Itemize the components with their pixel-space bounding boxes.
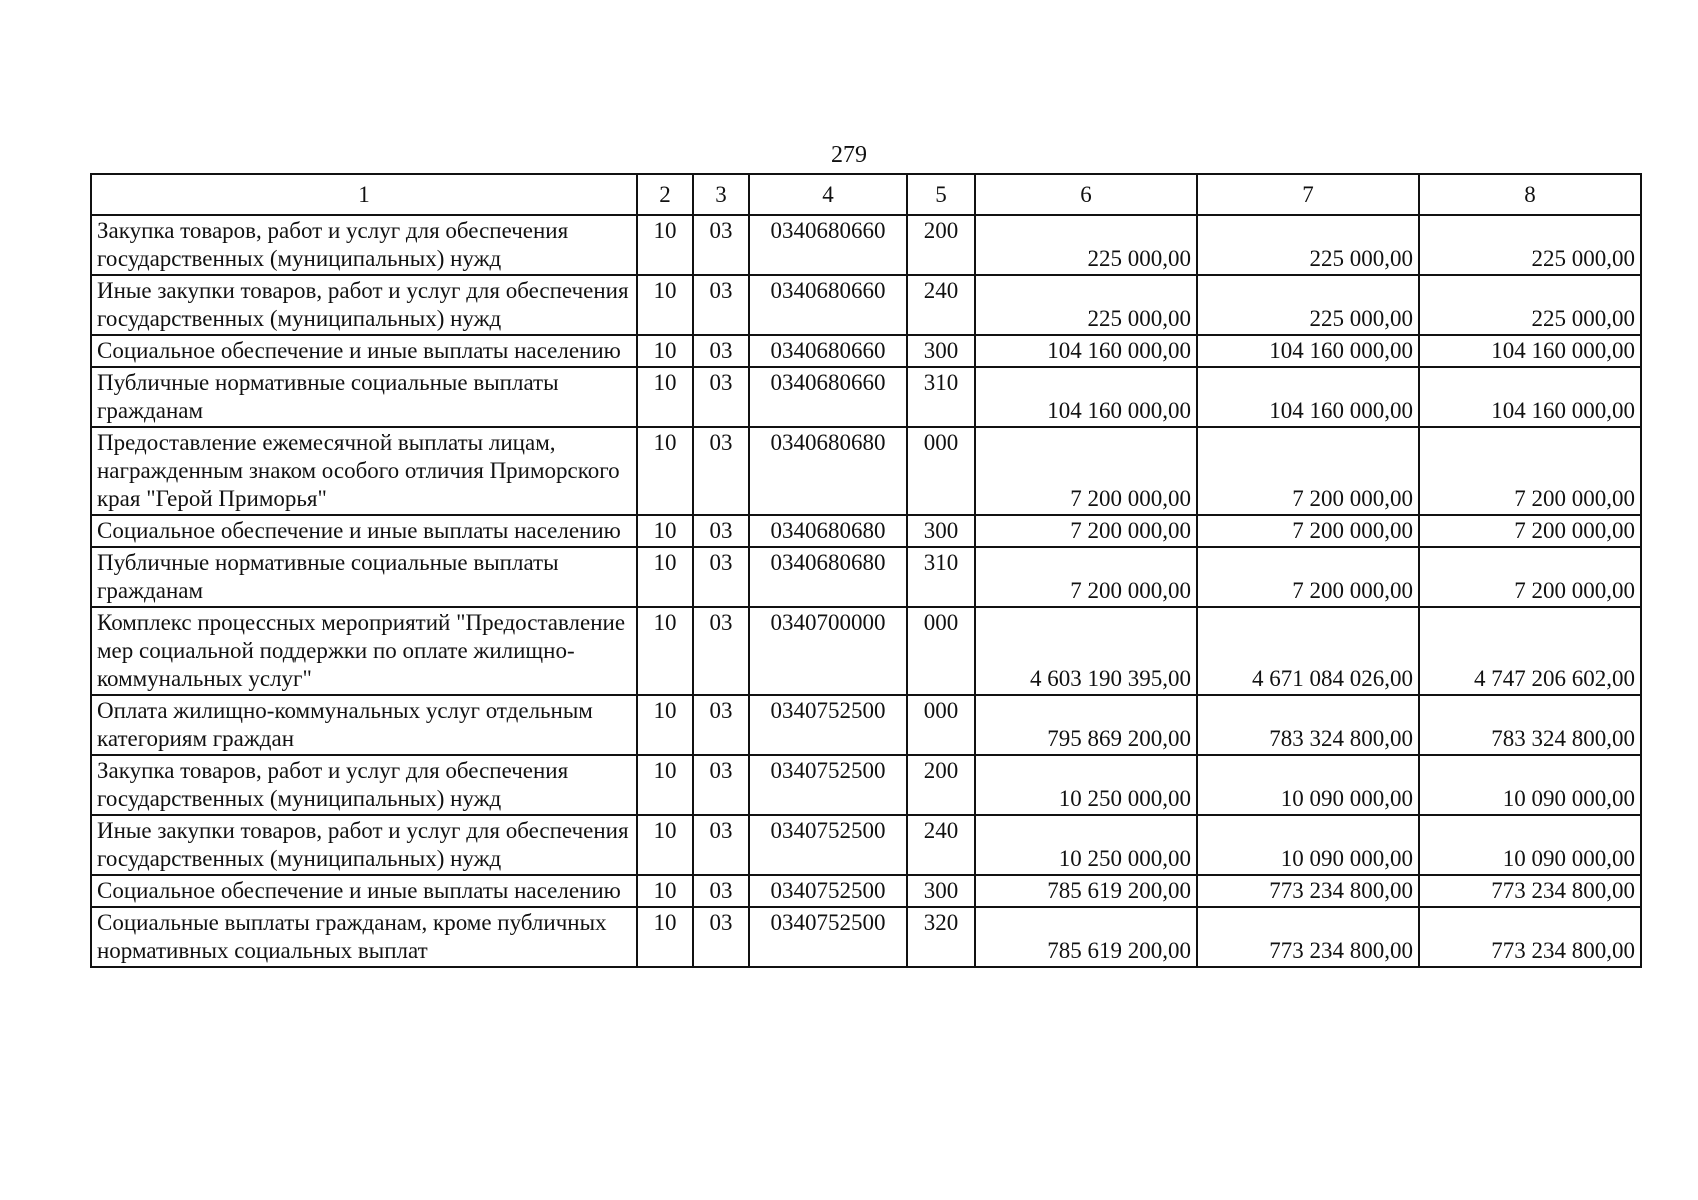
amount-column-8-cell: 225 000,00 (1419, 275, 1641, 335)
target-article-cell: 0340680680 (749, 427, 907, 515)
table-row (91, 755, 1641, 815)
table-row (91, 427, 1641, 515)
amount-column-6-cell: 10 250 000,00 (975, 815, 1197, 875)
expense-type-cell: 000 (907, 695, 975, 755)
section-code-cell: 10 (637, 607, 693, 695)
amount-column-7-cell: 773 234 800,00 (1197, 907, 1419, 967)
section-code-cell: 10 (637, 335, 693, 367)
column-header-6: 6 (975, 174, 1197, 215)
amount-column-6-cell: 7 200 000,00 (975, 427, 1197, 515)
amount-column-8-cell: 10 090 000,00 (1419, 815, 1641, 875)
amount-column-6-cell: 225 000,00 (975, 215, 1197, 275)
amount-column-7-cell: 225 000,00 (1197, 215, 1419, 275)
row-name-cell: Предоставление ежемесячной выплаты лицам, награжденным знаком особого отличия Приморского края "Герой Приморья" (91, 427, 637, 515)
section-code-cell: 10 (637, 275, 693, 335)
subsection-code-cell: 03 (693, 875, 749, 907)
subsection-code-cell: 03 (693, 515, 749, 547)
amount-column-6-cell: 10 250 000,00 (975, 755, 1197, 815)
amount-column-7-cell: 7 200 000,00 (1197, 427, 1419, 515)
amount-column-6-cell: 785 619 200,00 (975, 875, 1197, 907)
row-name-cell: Закупка товаров, работ и услуг для обеспечения государственных (муниципальных) нужд (91, 755, 637, 815)
row-name-cell: Социальное обеспечение и иные выплаты населению (91, 515, 637, 547)
amount-column-7-cell: 773 234 800,00 (1197, 875, 1419, 907)
expense-type-cell: 000 (907, 427, 975, 515)
expense-type-cell: 310 (907, 367, 975, 427)
section-code-cell: 10 (637, 755, 693, 815)
target-article-cell: 0340680680 (749, 515, 907, 547)
amount-column-6-cell: 7 200 000,00 (975, 515, 1197, 547)
subsection-code-cell: 03 (693, 367, 749, 427)
column-header-8: 8 (1419, 174, 1641, 215)
page-number: 279 (831, 142, 867, 168)
column-header-3: 3 (693, 174, 749, 215)
expense-type-cell: 300 (907, 515, 975, 547)
row-name-cell: Закупка товаров, работ и услуг для обеспечения государственных (муниципальных) нужд (91, 215, 637, 275)
subsection-code-cell: 03 (693, 607, 749, 695)
amount-column-8-cell: 7 200 000,00 (1419, 515, 1641, 547)
column-header-4: 4 (749, 174, 907, 215)
amount-column-8-cell: 4 747 206 602,00 (1419, 607, 1641, 695)
column-header-7: 7 (1197, 174, 1419, 215)
column-header-2: 2 (637, 174, 693, 215)
row-name-cell: Комплекс процессных мероприятий "Предоставление мер социальной поддержки по оплате жилищно-коммунальных услуг" (91, 607, 637, 695)
amount-column-6-cell: 104 160 000,00 (975, 335, 1197, 367)
amount-column-6-cell: 4 603 190 395,00 (975, 607, 1197, 695)
table-row (91, 607, 1641, 695)
subsection-code-cell: 03 (693, 275, 749, 335)
expense-type-cell: 240 (907, 275, 975, 335)
row-name-cell: Публичные нормативные социальные выплаты гражданам (91, 367, 637, 427)
amount-column-7-cell: 225 000,00 (1197, 275, 1419, 335)
amount-column-7-cell: 7 200 000,00 (1197, 515, 1419, 547)
section-code-cell: 10 (637, 907, 693, 967)
table-row (91, 815, 1641, 875)
table-row (91, 367, 1641, 427)
amount-column-7-cell: 10 090 000,00 (1197, 815, 1419, 875)
section-code-cell: 10 (637, 695, 693, 755)
amount-column-6-cell: 7 200 000,00 (975, 547, 1197, 607)
amount-column-8-cell: 7 200 000,00 (1419, 547, 1641, 607)
table-row (91, 547, 1641, 607)
amount-column-6-cell: 225 000,00 (975, 275, 1197, 335)
subsection-code-cell: 03 (693, 695, 749, 755)
row-name-cell: Иные закупки товаров, работ и услуг для обеспечения государственных (муниципальных) нужд (91, 815, 637, 875)
amount-column-8-cell: 225 000,00 (1419, 215, 1641, 275)
row-name-cell: Публичные нормативные социальные выплаты гражданам (91, 547, 637, 607)
target-article-cell: 0340680660 (749, 215, 907, 275)
target-article-cell: 0340680660 (749, 367, 907, 427)
budget-table (90, 173, 1642, 968)
target-article-cell: 0340752500 (749, 755, 907, 815)
amount-column-8-cell: 773 234 800,00 (1419, 875, 1641, 907)
amount-column-8-cell: 773 234 800,00 (1419, 907, 1641, 967)
target-article-cell: 0340752500 (749, 907, 907, 967)
section-code-cell: 10 (637, 215, 693, 275)
subsection-code-cell: 03 (693, 907, 749, 967)
expense-type-cell: 240 (907, 815, 975, 875)
table-row (91, 907, 1641, 967)
subsection-code-cell: 03 (693, 427, 749, 515)
row-name-cell: Социальное обеспечение и иные выплаты населению (91, 335, 637, 367)
row-name-cell: Социальное обеспечение и иные выплаты населению (91, 875, 637, 907)
section-code-cell: 10 (637, 815, 693, 875)
table-row (91, 275, 1641, 335)
subsection-code-cell: 03 (693, 215, 749, 275)
amount-column-7-cell: 783 324 800,00 (1197, 695, 1419, 755)
expense-type-cell: 300 (907, 335, 975, 367)
section-code-cell: 10 (637, 515, 693, 547)
table-header-row (91, 174, 1641, 215)
table-row (91, 875, 1641, 907)
amount-column-8-cell: 783 324 800,00 (1419, 695, 1641, 755)
target-article-cell: 0340752500 (749, 815, 907, 875)
table-row (91, 695, 1641, 755)
subsection-code-cell: 03 (693, 815, 749, 875)
section-code-cell: 10 (637, 547, 693, 607)
expense-type-cell: 300 (907, 875, 975, 907)
amount-column-6-cell: 785 619 200,00 (975, 907, 1197, 967)
expense-type-cell: 200 (907, 755, 975, 815)
amount-column-7-cell: 10 090 000,00 (1197, 755, 1419, 815)
target-article-cell: 0340752500 (749, 875, 907, 907)
amount-column-8-cell: 10 090 000,00 (1419, 755, 1641, 815)
amount-column-8-cell: 104 160 000,00 (1419, 367, 1641, 427)
table-row (91, 515, 1641, 547)
amount-column-7-cell: 104 160 000,00 (1197, 367, 1419, 427)
amount-column-6-cell: 795 869 200,00 (975, 695, 1197, 755)
expense-type-cell: 320 (907, 907, 975, 967)
column-header-5: 5 (907, 174, 975, 215)
expense-type-cell: 000 (907, 607, 975, 695)
section-code-cell: 10 (637, 875, 693, 907)
target-article-cell: 0340700000 (749, 607, 907, 695)
subsection-code-cell: 03 (693, 755, 749, 815)
row-name-cell: Социальные выплаты гражданам, кроме публичных нормативных социальных выплат (91, 907, 637, 967)
expense-type-cell: 310 (907, 547, 975, 607)
subsection-code-cell: 03 (693, 547, 749, 607)
target-article-cell: 0340752500 (749, 695, 907, 755)
target-article-cell: 0340680660 (749, 335, 907, 367)
amount-column-7-cell: 7 200 000,00 (1197, 547, 1419, 607)
amount-column-6-cell: 104 160 000,00 (975, 367, 1197, 427)
column-header-1: 1 (91, 174, 637, 215)
amount-column-8-cell: 104 160 000,00 (1419, 335, 1641, 367)
section-code-cell: 10 (637, 427, 693, 515)
row-name-cell: Оплата жилищно-коммунальных услуг отдельным категориям граждан (91, 695, 637, 755)
target-article-cell: 0340680660 (749, 275, 907, 335)
section-code-cell: 10 (637, 367, 693, 427)
target-article-cell: 0340680680 (749, 547, 907, 607)
amount-column-7-cell: 4 671 084 026,00 (1197, 607, 1419, 695)
expense-type-cell: 200 (907, 215, 975, 275)
row-name-cell: Иные закупки товаров, работ и услуг для обеспечения государственных (муниципальных) нужд (91, 275, 637, 335)
amount-column-8-cell: 7 200 000,00 (1419, 427, 1641, 515)
table-body (91, 215, 1641, 967)
subsection-code-cell: 03 (693, 335, 749, 367)
table-row (91, 335, 1641, 367)
amount-column-7-cell: 104 160 000,00 (1197, 335, 1419, 367)
table-row (91, 215, 1641, 275)
